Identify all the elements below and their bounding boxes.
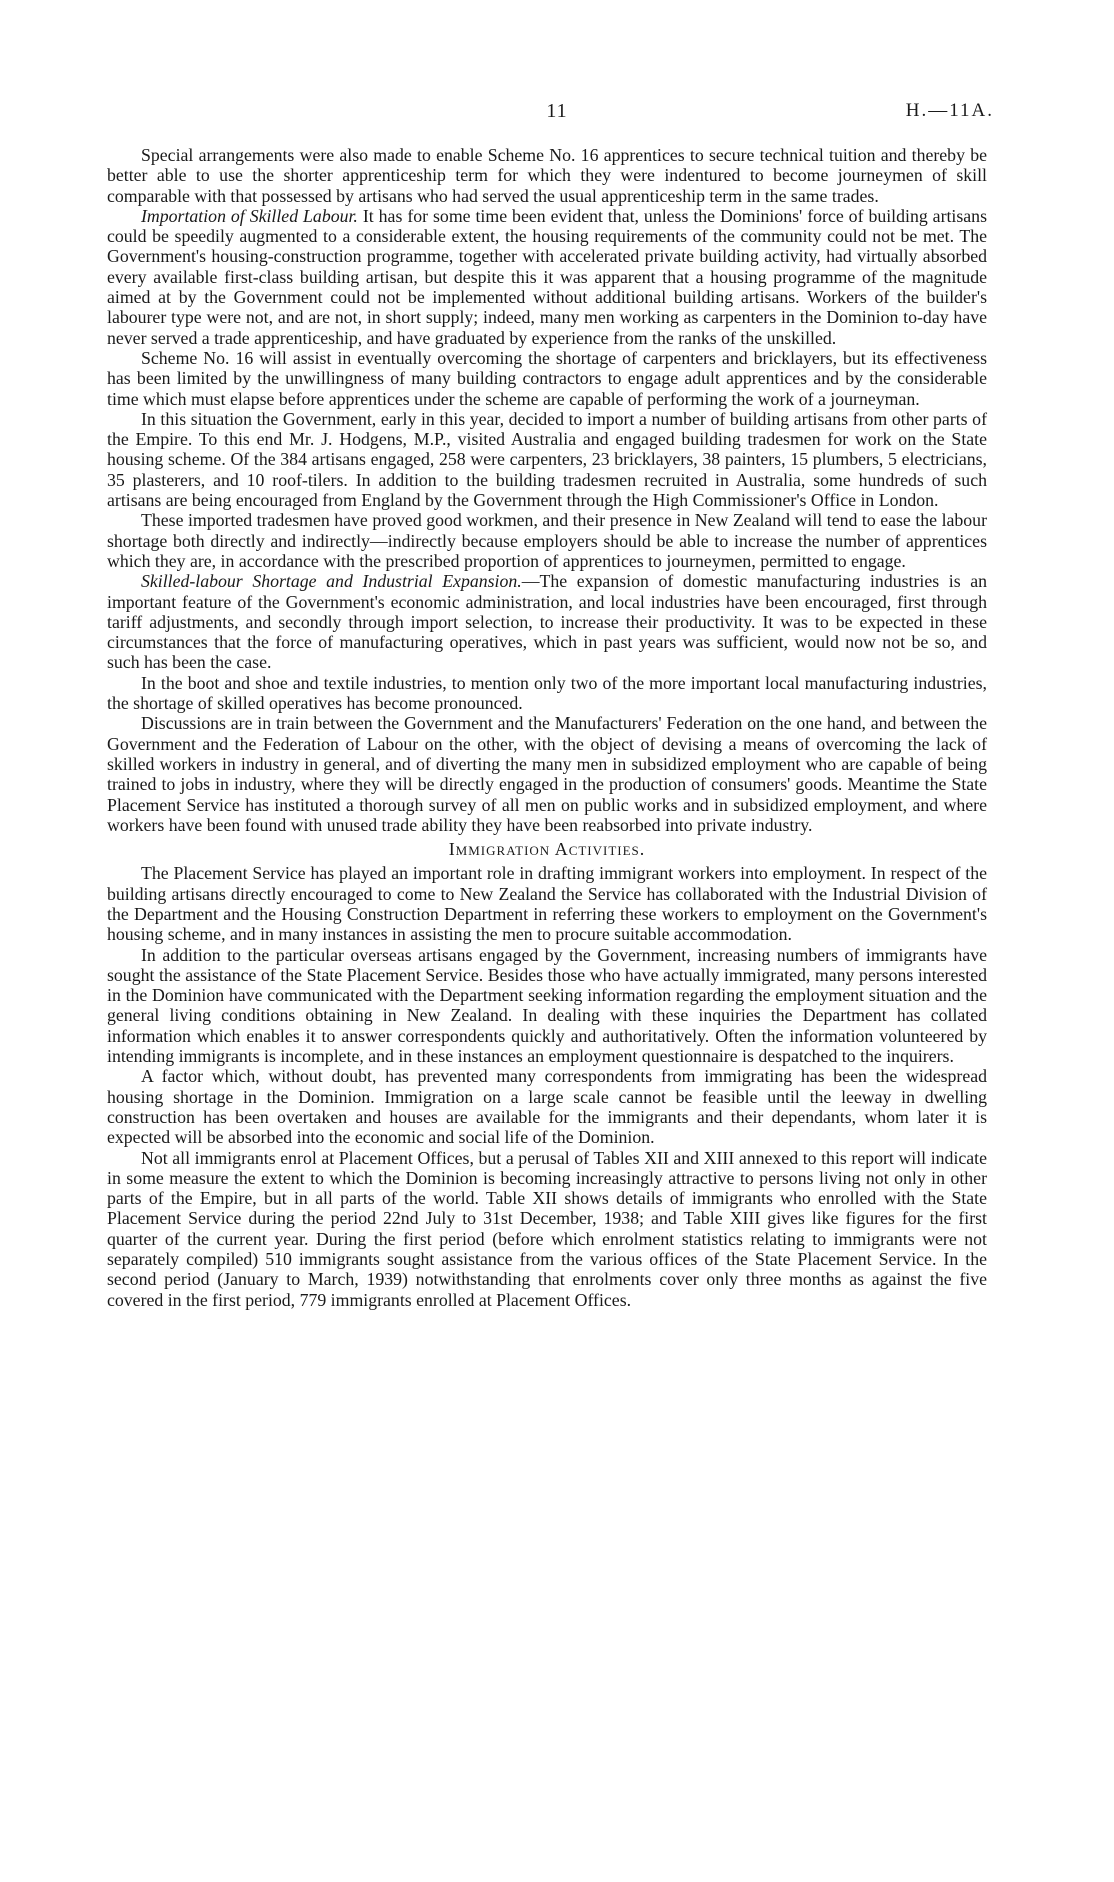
paragraph-text: Scheme No. 16 will assist in eventually overcoming the shortage of carpenters and bricklayers, but its effectiveness has been limited by the unwillingness of many building contractors to engage adult apprentices and by the considerable time which must elapse before apprentices under the scheme are capable of performing the work of a journeyman. (107, 347, 987, 409)
paragraph-text: Special arrangements were also made to enable Scheme No. 16 apprentices to secure technical tuition and thereby be better able to use the shorter apprenticeship term for which they were indentured to become journeymen of skill comparable with that possessed by artisans who had served the usual apprenticeship term in the same trades. (107, 145, 987, 206)
paragraph (107, 863, 987, 944)
paragraph-text: Discussions are in train between the Government and the Manufacturers' Federation on the one hand, and between the Government and the Federation of Labour on the other, with the object of devising a means of overcoming the lack of skilled workers in industry in general, and of diverting the many men in subsidized employment who are capable of being trained to jobs in industry, where they will be directly engaged in the production of consumers' goods. Meantime the State Placement Service has instituted a thorough survey of all men on public works and in subsidized employment, and where workers have been found with unused trade ability they have been reabsorbed into private industry. (107, 713, 987, 835)
paragraph (107, 673, 987, 714)
paragraph (107, 510, 987, 571)
paragraph (107, 206, 987, 348)
paragraph-lead: Importation of Skilled Labour. (141, 205, 358, 226)
paragraph-text: Not all immigrants enrol at Placement Offices, but a perusal of Tables XII and XIII annexed to this report will indicate in some measure the extent to which the Dominion is becoming increasingly attractive to persons living not only in other parts of the Empire, but in all parts of the world. Table XII shows details of immigrants who enrolled with the State Placement Service during the period 22nd July to 31st December, 1938; and Table XIII gives like figures for the first quarter of the current year. During the first period (before which enrolment statistics relating to immigrants were not separately compiled) 510 immigrants sought assistance from the various offices of the State Placement Service. In the second period (January to March, 1939) notwithstanding that enrolments cover only three months as against the five covered in the first period, 779 immigrants enrolled at Placement Offices. (107, 1147, 987, 1310)
paragraph-text: The Placement Service has played an important role in drafting immigrant workers into employment. In respect of the building artisans directly encouraged to come to New Zealand the Service has collaborated with the Industrial Division of the Department and the Housing Construction Department in referring these workers to employment on the Government's housing scheme, and in many instances in assisting the men to procure suitable accommodation. (107, 863, 987, 945)
page-reference: H.—11A. (905, 100, 994, 121)
paragraph-text: —The expansion of domestic manufacturing industries is an important feature of the Government's economic administration, and local industries have been encouraged, first through tariff adjustments, and secondly through import selection, to increase their productivity. It was to be expected in these circumstances that the force of manufacturing operatives, which in past years was sufficient, would now not be so, and such has been the case. (107, 571, 988, 673)
paragraph (107, 348, 987, 409)
body-text (107, 145, 987, 1310)
paragraph (107, 713, 987, 835)
paragraph-text: In the boot and shoe and textile industries, to mention only two of the more important local manufacturing industries, the shortage of skilled operatives has become pronounced. (107, 672, 987, 714)
paragraph-text: It has for some time been evident that, unless the Dominions' force of building artisans could be speedily augmented to a considerable extent, the housing requirements of the community could not be met. The Government's housing-construction programme, together with accelerated private building activity, had virtually absorbed every available first-class building artisan, but despite this it was apparent that a housing programme of the magnitude aimed at by the Government could not be implemented without additional building artisans. Workers of the builder's labourer type were not, and are not, in short supply; indeed, many men working as carpenters in the Dominion to-day have never served a trade apprenticeship, and have graduated by experience from the ranks of the unskilled. (107, 205, 987, 348)
paragraph-text: These imported tradesmen have proved good workmen, and their presence in New Zealand will tend to ease the labour shortage both directly and indirectly—indirectly because employers should be able to increase the number of apprentices which they are, in accordance with the prescribed proportion of apprentices to journeymen, permitted to engage. (107, 510, 987, 571)
paragraph (107, 1148, 987, 1310)
paragraph-lead: Skilled-labour Shortage and Industrial Expansion. (141, 571, 522, 592)
paragraph (107, 1066, 987, 1147)
paragraph (107, 409, 987, 510)
paragraph (107, 571, 987, 672)
paragraph-text: A factor which, without doubt, has prevented many correspondents from immigrating has been the widespread housing shortage in the Dominion. Immigration on a large scale cannot be feasible until the leeway in dwelling construction has been overtaken and houses are available for the immigrants and their dependants, whom later it is expected will be absorbed into the economic and social life of the Dominion. (107, 1066, 987, 1148)
paragraph-text: In this situation the Government, early in this year, decided to import a number of building artisans from other parts of the Empire. To this end Mr. J. Hodgens, M.P., visited Australia and engaged building tradesmen for work on the State housing scheme. Of the 384 artisans engaged, 258 were carpenters, 23 bricklayers, 38 painters, 15 plumbers, 5 electricians, 35 plasterers, and 10 roof-tilers. In addition to the building tradesmen recruited in Australia, some hundreds of such artisans are being encouraged from England by the Government through the High Commissioner's Office in London. (107, 408, 987, 511)
page-number: 11 (546, 100, 568, 122)
section-skilled-labour (107, 145, 987, 835)
paragraph-text: In addition to the particular overseas artisans engaged by the Government, increasing numbers of immigrants have sought the assistance of the State Placement Service. Besides those who have actually immigrated, many persons interested in the Dominion have communicated with the Department seeking information regarding the employment situation and the general living conditions obtaining in New Zealand. In dealing with these inquiries the Department has collated information which enables it to answer correspondents quickly and authoritatively. Often the information volunteered by intending immigrants is incomplete, and in these instances an employment questionnaire is despatched to the inquirers. (107, 944, 987, 1067)
section-immigration (107, 863, 987, 1310)
paragraph (107, 945, 987, 1067)
paragraph (107, 145, 987, 206)
section-heading-immigration: Immigration Activities. (448, 839, 646, 860)
